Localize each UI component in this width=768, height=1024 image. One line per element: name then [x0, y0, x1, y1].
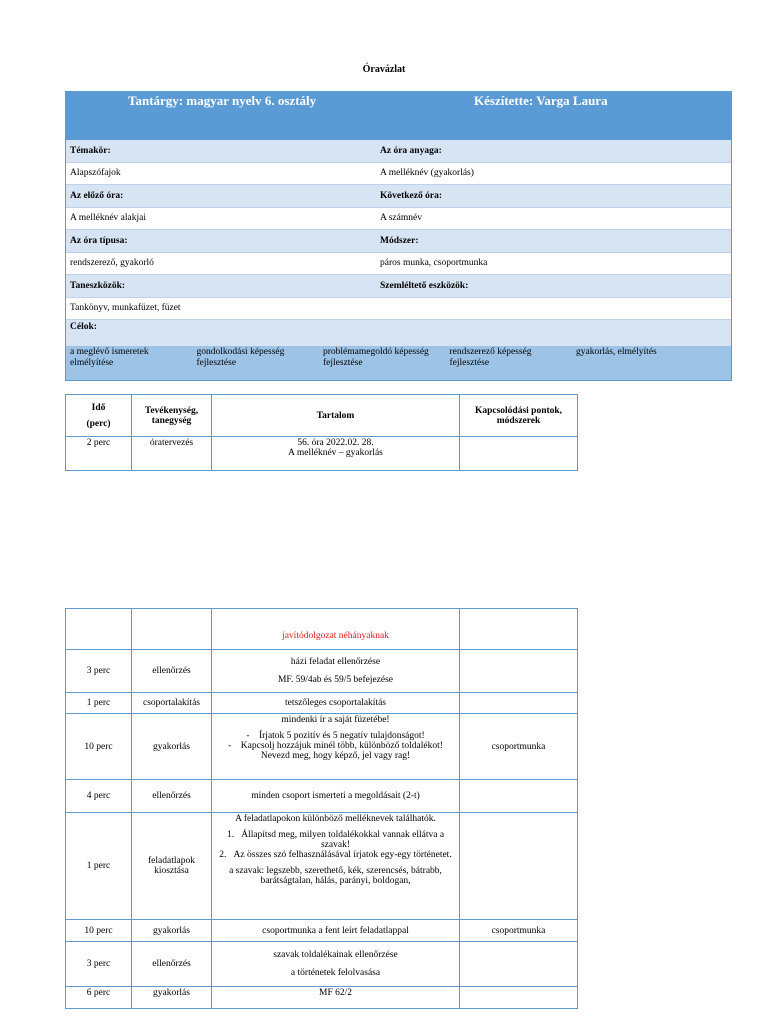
- info-label-row: [66, 140, 731, 162]
- activity-cell: [132, 609, 212, 650]
- lesson-plan-table-top: [65, 394, 578, 471]
- connections-cell: csoportmunka: [460, 920, 578, 942]
- time-cell: 3 perc: [66, 942, 132, 987]
- content-cell: csoportmunka a fent leírt feladatlappal: [212, 920, 460, 942]
- table-row: [66, 714, 578, 780]
- connections-cell: [460, 813, 578, 920]
- subject-heading: Tantárgy: magyar nyelv 6. osztály: [128, 93, 317, 108]
- goal-item: problémamegoldó képesség fejlesztése: [323, 347, 429, 368]
- time-cell: 6 perc: [66, 987, 132, 1009]
- goals-row: [66, 346, 731, 380]
- content-cell: 56. óra 2022.02. 28. A melléknév – gyakorlás: [212, 437, 460, 471]
- next-lesson-value: A számnév: [380, 213, 422, 224]
- connections-cell: [460, 609, 578, 650]
- table-row: [66, 780, 578, 813]
- connections-cell: [460, 693, 578, 714]
- activity-cell: ellenőrzés: [132, 650, 212, 693]
- lesson-type-value: rendszerező, gyakorló: [70, 258, 154, 269]
- content-cell: házi feladat ellenőrzése MF. 59/4ab és 59/5 befejezése: [212, 650, 460, 693]
- time-cell: 4 perc: [66, 780, 132, 813]
- connections-cell: csoportmunka: [460, 714, 578, 780]
- goals-label: Célok:: [66, 320, 731, 346]
- visual-aids-value: [376, 298, 731, 320]
- activity-cell: ellenőrzés: [132, 780, 212, 813]
- activity-cell: óratervezés: [132, 437, 212, 471]
- connections-cell: [460, 437, 578, 471]
- topic-value: Alapszófajok: [70, 168, 121, 179]
- table-row: [66, 609, 578, 650]
- red-note: javítódolgozat néhányaknak: [282, 631, 389, 641]
- content-cell: minden csoport ismerteti a megoldásait (2-t): [212, 780, 460, 813]
- previous-lesson-label: Az előző óra:: [70, 190, 124, 201]
- content-cell: szavak toldalékainak ellenőrzése a történetek felolvasása: [212, 942, 460, 987]
- info-value-row: [66, 162, 731, 186]
- page-title: Óravázlat: [362, 64, 406, 75]
- content-cell: A feladatlapokon különböző melléknevek találhatók. 1. Állapítsd meg, milyen toldalékokkal vannak ellátva a szavak! 2. Az összes szó felhasználásával írjatok egy-egy történetet. a szavak: legszebb, szerethető, kék, szerencsés, bátrabb, barátságtalan, hálás, parányi, boldogan,: [212, 813, 460, 920]
- info-value-row: [66, 297, 731, 321]
- goal-item: rendszerező képesség fejlesztése: [449, 347, 532, 368]
- lesson-type-label: Az óra típusa:: [70, 235, 128, 246]
- lesson-plan-table-bottom: [65, 608, 578, 1009]
- connections-cell: [460, 780, 578, 813]
- time-header: Idő (perc): [66, 395, 132, 437]
- lesson-material-label: Az óra anyaga:: [380, 145, 442, 156]
- tools-label: Taneszközök:: [70, 280, 126, 291]
- previous-lesson-value: A melléknév alakjai: [70, 213, 146, 224]
- table-row: [66, 920, 578, 942]
- table-row: [66, 942, 578, 987]
- content-cell: MF 62/2: [212, 987, 460, 1009]
- table-row: [66, 650, 578, 693]
- goal-item: gondolkodási képesség fejlesztése: [196, 347, 285, 368]
- time-cell: [66, 609, 132, 650]
- visual-aids-label: Szemléltető eszközök:: [380, 280, 469, 291]
- info-label-row: [66, 230, 731, 252]
- activity-cell: csoportalakítás: [132, 693, 212, 714]
- table-header-row: [66, 395, 578, 437]
- author-heading: Készítette: Varga Laura: [474, 93, 608, 108]
- time-cell: 10 perc: [66, 714, 132, 780]
- goal-item: gyakorlás, elmélyítés: [576, 347, 657, 357]
- next-lesson-label: Következő óra:: [380, 190, 442, 201]
- content-header: Tartalom: [212, 395, 460, 437]
- activity-cell: feladatlapok kiosztása: [132, 813, 212, 920]
- connections-header: Kapcsolódási pontok, módszerek: [460, 395, 578, 437]
- connections-cell: [460, 987, 578, 1009]
- topic-label: Témakör:: [70, 145, 111, 156]
- method-label: Módszer:: [380, 235, 419, 246]
- lesson-material-value: A melléknév (gyakorlás): [380, 168, 474, 179]
- tools-value: Tankönyv, munkafüzet, füzet: [70, 303, 181, 314]
- activity-header: Tevékenység, tanegység: [132, 395, 212, 437]
- time-cell: 3 perc: [66, 650, 132, 693]
- info-header: [66, 92, 731, 140]
- info-value-row: [66, 207, 731, 231]
- time-cell: 10 perc: [66, 920, 132, 942]
- content-cell: tetszőleges csoportalakítás: [212, 693, 460, 714]
- activity-cell: gyakorlás: [132, 920, 212, 942]
- time-cell: 1 perc: [66, 813, 132, 920]
- connections-cell: [460, 650, 578, 693]
- time-cell: 1 perc: [66, 693, 132, 714]
- table-row: [66, 693, 578, 714]
- table-row: [66, 987, 578, 1009]
- info-label-row: [66, 185, 731, 207]
- time-cell: 2 perc: [66, 437, 132, 471]
- table-row: [66, 813, 578, 920]
- table-row: [66, 437, 578, 471]
- connections-cell: [460, 942, 578, 987]
- activity-cell: ellenőrzés: [132, 942, 212, 987]
- activity-cell: gyakorlás: [132, 987, 212, 1009]
- content-cell: [212, 609, 460, 650]
- info-table: [65, 91, 732, 381]
- method-value: páros munka, csoportmunka: [380, 258, 488, 269]
- info-label-row: [66, 275, 731, 297]
- activity-cell: gyakorlás: [132, 714, 212, 780]
- info-value-row: [66, 252, 731, 276]
- goal-item: a meglévő ismeretek elmélyítése: [70, 347, 149, 368]
- content-cell: mindenki ír a saját füzetébe! - Írjatok 5 pozitív és 5 negatív tulajdonságot! - Kapcsolj hozzájuk minél több, különböző toldalékot! Nevezd meg, hogy képző, jel vagy rag!: [212, 714, 460, 780]
